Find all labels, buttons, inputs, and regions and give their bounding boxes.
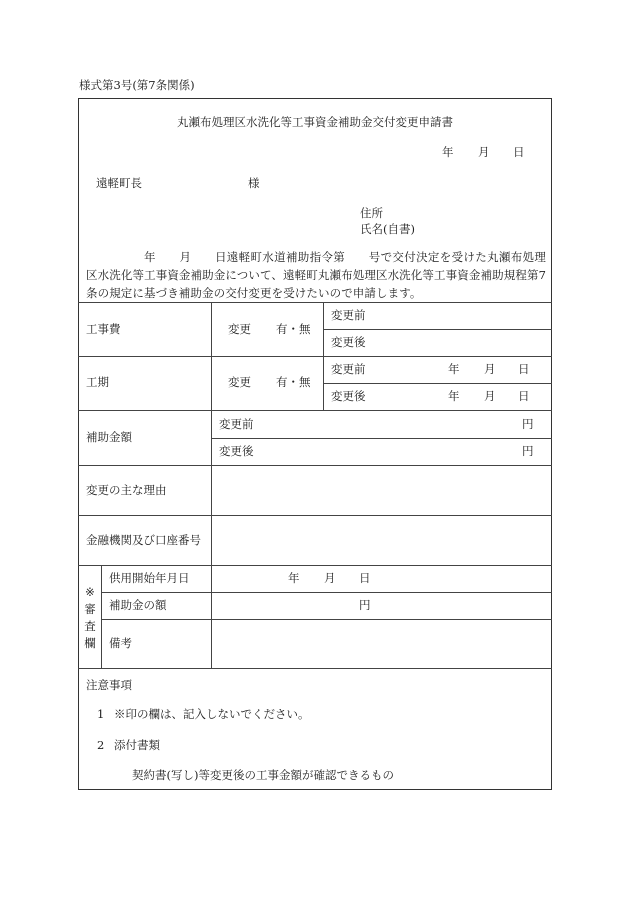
grid-line [211, 410, 212, 668]
addressee-honorific: 様 [248, 176, 260, 190]
service-start-year: 年 [288, 571, 300, 585]
period-after-label: 変更後 [331, 389, 366, 403]
date-year-label: 年 [442, 145, 454, 159]
grid-line [78, 410, 552, 411]
subsidy-amount-label: 補助金額 [86, 430, 132, 444]
period-label: 工期 [86, 375, 109, 389]
notes-item2-text: 添付書類 [114, 738, 160, 752]
review-amount-yen: 円 [359, 598, 371, 612]
grid-line [78, 565, 552, 566]
addressee-name: 遠軽町長 [96, 176, 142, 190]
subsidy-after-label: 変更後 [219, 444, 254, 458]
grid-line [101, 619, 552, 620]
grid-line [323, 383, 552, 384]
form-title: 丸瀬布処理区水洗化等工事資金補助金交付変更申請書 [177, 115, 453, 129]
application-form-frame [78, 98, 552, 790]
review-char-1: 審 [84, 602, 96, 616]
grid-line [101, 565, 102, 668]
grid-line [78, 356, 552, 357]
subsidy-before-label: 変更前 [219, 417, 254, 431]
review-mark: ※ [85, 585, 95, 599]
period-after-month: 月 [484, 389, 496, 403]
review-amount-label: 補助金の額 [109, 598, 167, 612]
period-before-month: 月 [484, 362, 496, 376]
construction-cost-before-label: 変更前 [331, 308, 366, 322]
period-before-year: 年 [448, 362, 460, 376]
review-char-3: 欄 [84, 636, 96, 650]
change-reason-label: 変更の主な理由 [86, 483, 167, 497]
service-start-date-label: 供用開始年月日 [109, 571, 190, 585]
grid-line [78, 668, 552, 669]
grid-line [211, 302, 212, 410]
review-char-2: 査 [84, 619, 96, 633]
period-after-day: 日 [518, 389, 530, 403]
grid-line [101, 592, 552, 593]
bank-account-label: 金融機関及び口座番号 [86, 533, 201, 547]
period-before-day: 日 [518, 362, 530, 376]
notes-item1-text: ※印の欄は、記入しないでください。 [114, 707, 310, 721]
applicant-address-label: 住所 [360, 206, 383, 220]
grid-line [78, 515, 552, 516]
review-section-label [80, 584, 100, 652]
grid-line [323, 329, 552, 330]
applicant-name-label: 氏名(自書) [360, 222, 415, 236]
construction-cost-after-label: 変更後 [331, 335, 366, 349]
subsidy-after-yen: 円 [522, 444, 534, 458]
grid-line [78, 465, 552, 466]
period-yesno[interactable]: 有・無 [276, 375, 311, 389]
period-change-label: 変更 [228, 375, 251, 389]
notes-item2-detail: 契約書(写し)等変更後の工事金額が確認できるもの [132, 768, 394, 782]
notes-heading: 注意事項 [86, 678, 132, 692]
date-month-label: 月 [478, 145, 490, 159]
period-before-label: 変更前 [331, 362, 366, 376]
request-body-text: 年 月 日遠軽町水道補助指令第 号で交付決定を受けた丸瀬布処理区水洗化等工事資金補助金について、遠軽町丸瀬布処理区水洗化等工事資金補助規程第7条の規定に基づき補助金の交付変更を受けたいので申請します。 [86, 250, 546, 300]
period-after-year: 年 [448, 389, 460, 403]
construction-cost-label: 工事費 [86, 322, 121, 336]
grid-line [323, 302, 324, 410]
service-start-day: 日 [359, 571, 371, 585]
review-notes-label: 備考 [109, 636, 132, 650]
service-start-month: 月 [324, 571, 336, 585]
subsidy-before-yen: 円 [522, 417, 534, 431]
notes-item2-number: 2 [97, 738, 105, 752]
notes-item1-number: 1 [97, 707, 105, 721]
form-number-label: 様式第3号(第7条関係) [79, 78, 195, 92]
construction-cost-change-label: 変更 [228, 322, 251, 336]
grid-line [78, 302, 552, 303]
grid-line [211, 438, 552, 439]
date-day-label: 日 [513, 145, 525, 159]
construction-cost-yesno[interactable]: 有・無 [276, 322, 311, 336]
